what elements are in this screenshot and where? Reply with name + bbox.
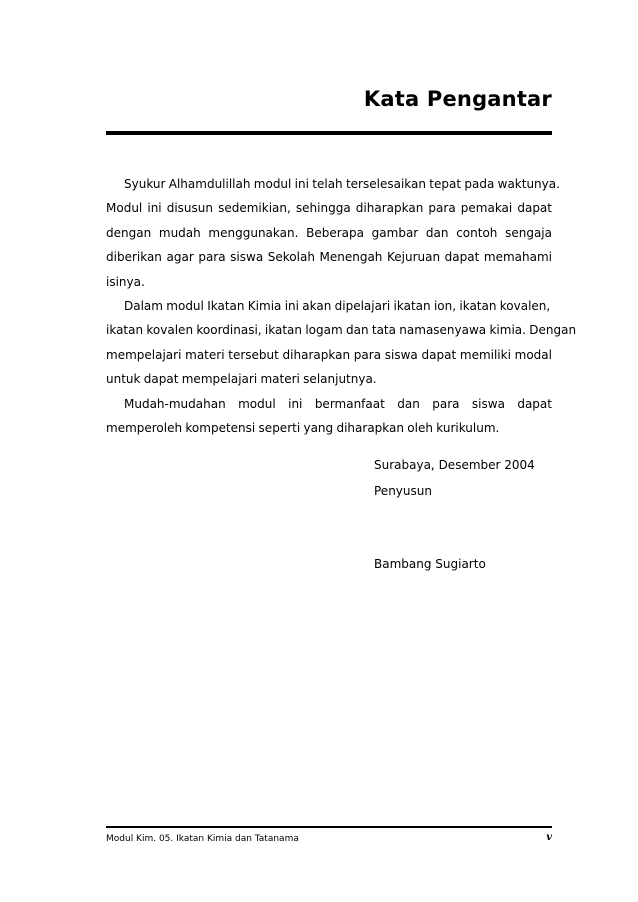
paragraph-1-line-3: dengan mudah menggunakan. Beberapa gambar dan contoh sengaja — [106, 225, 552, 240]
paragraph-1-line-2: Modul ini disusun sedemikian, sehingga diharapkan para pemakai dapat — [106, 201, 552, 216]
paragraph-1-line-4: diberikan agar para siswa Sekolah Menengah Kejuruan dapat memahami — [106, 250, 552, 265]
signature-role: Penyusun — [374, 484, 432, 498]
paragraph-2-line-3: mempelajari materi tersebut diharapkan para siswa dapat memiliki modal — [106, 347, 552, 362]
page-title: Kata Pengantar — [363, 87, 552, 111]
footer-divider — [106, 826, 552, 828]
paragraph-1-line-5: isinya. — [106, 274, 145, 289]
paragraph-3-line-1: Mudah-mudahan modul ini bermanfaat dan para siswa dapat — [124, 396, 552, 411]
signature-name: Bambang Sugiarto — [374, 557, 486, 571]
footer-page-number: v — [546, 832, 552, 843]
body-text — [106, 172, 577, 440]
footer-module-title: Modul Kim. 05. Ikatan Kimia dan Tatanama — [106, 834, 299, 844]
paragraph-2-line-2: ikatan kovalen koordinasi, ikatan logam dan tata namasenyawa kimia. Dengan — [106, 323, 577, 338]
title-divider — [106, 131, 552, 135]
paragraph-2-line-1: Dalam modul Ikatan Kimia ini akan dipelajari ikatan ion, ikatan kovalen, — [124, 298, 551, 313]
paragraph-3-line-2: memperoleh kompetensi seperti yang diharapkan oleh kurikulum. — [106, 420, 500, 435]
paragraph-1-line-1: Syukur Alhamdulillah modul ini telah terselesaikan tepat pada waktunya. — [124, 177, 560, 191]
paragraph-2-line-4: untuk dapat mempelajari materi selanjutnya. — [106, 372, 377, 387]
signature-place-date: Surabaya, Desember 2004 — [374, 458, 535, 472]
